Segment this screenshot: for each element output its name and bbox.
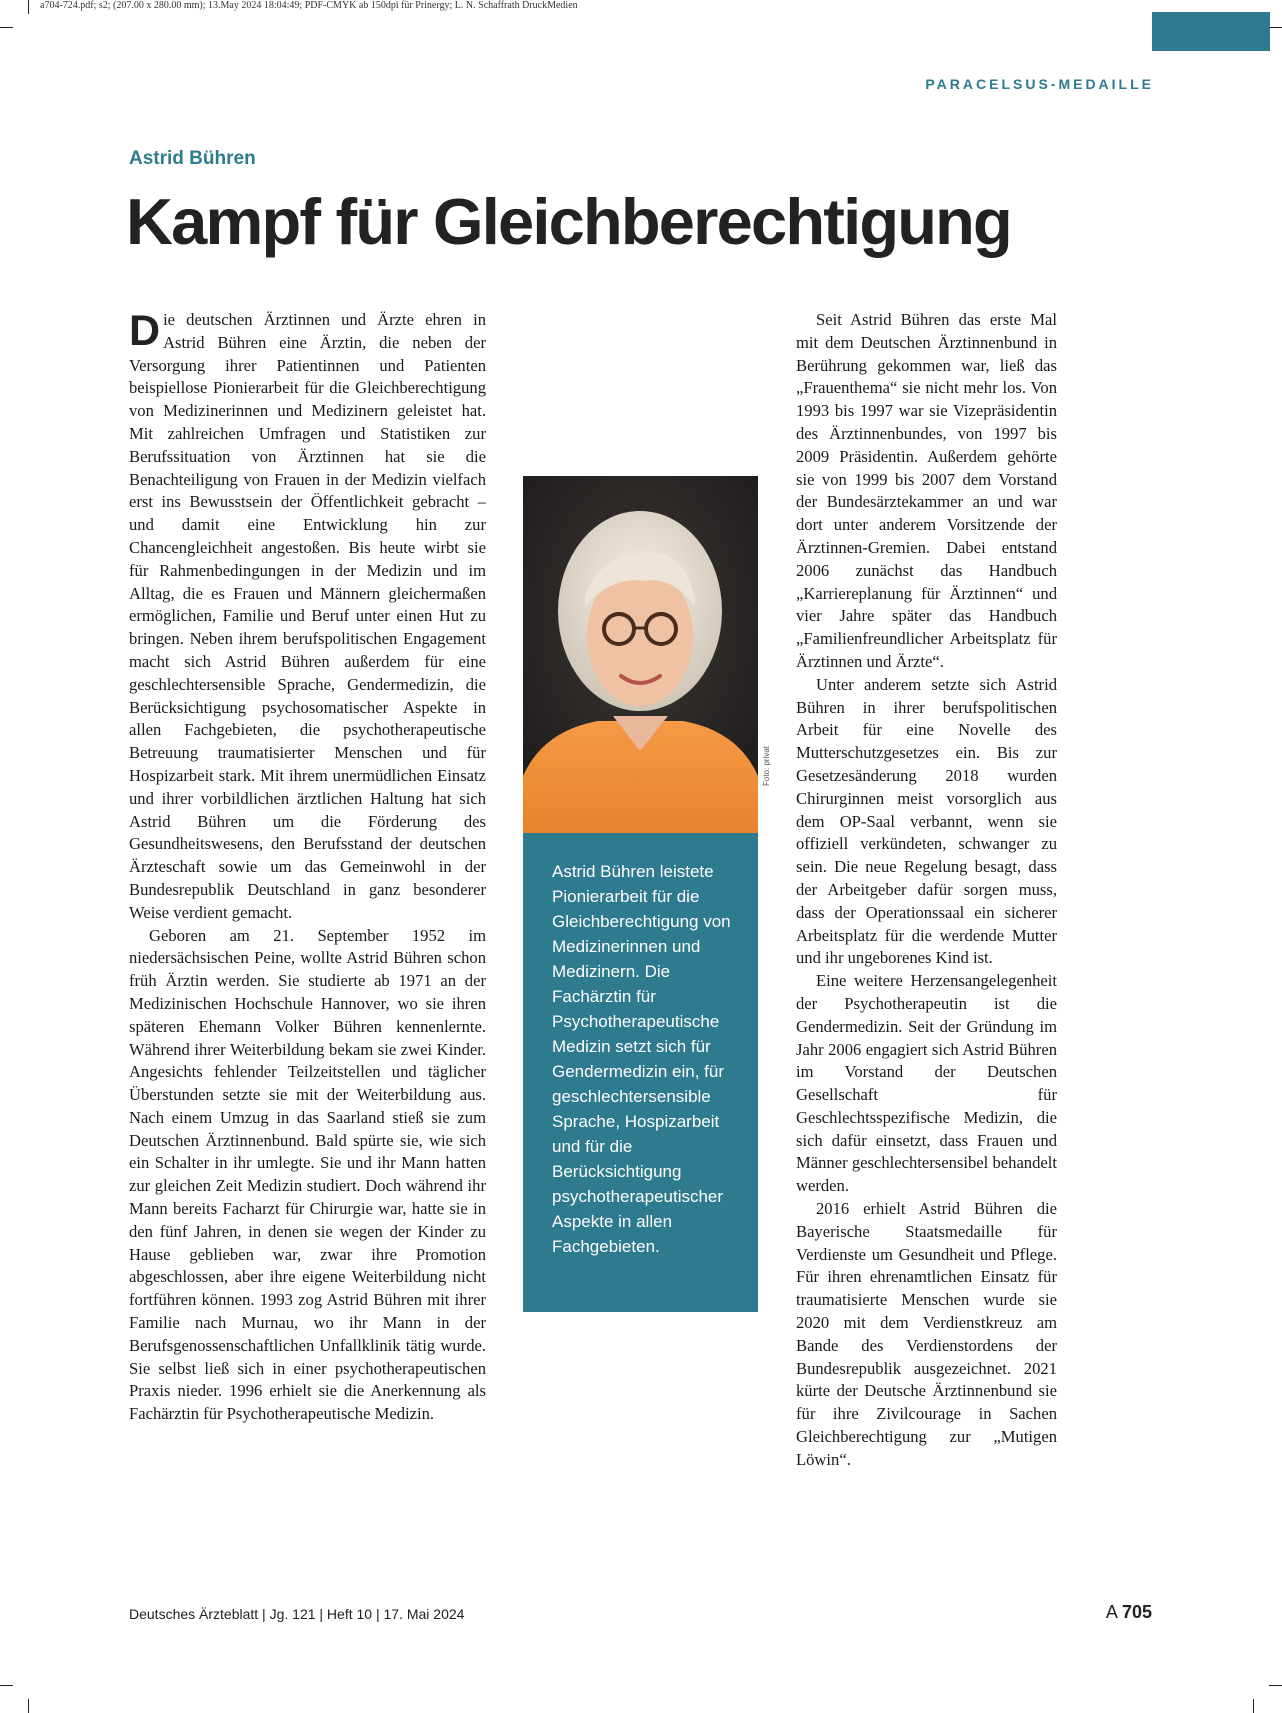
- author-name: Astrid Bühren: [129, 148, 256, 169]
- page-prefix: A: [1105, 1602, 1117, 1622]
- headline: Kampf für Gleichberechtigung: [126, 185, 1011, 258]
- paragraph: Geboren am 21. September 1952 im niedersächsischen Peine, wollte Astrid Bühren schon früh Ärztin werden. Sie studierte ab 1971 an der Medizinischen Hochschule Hannover, wo sie ihren späteren Ehemann Volker Bühren kennenlernte. Während ihrer Weiterbildung bekam sie zwei Kinder. Angesichts fehlender Teilzeitstellen und täglicher Überstunden setzte sie mit der Weiterbildung aus. Nach einem Umzug in das Saarland stieß sie zum Deutschen Ärztinnenbund. Bald spürte sie, wie sich ein Schalter in ihr umlegte. Sie und ihr Mann hatten zur gleichen Zeit Medizin studiert. Doch während ihr Mann bereits Facharzt für Chirurgie war, hatte sie in den fünf Jahren, in denen sie wegen der Kinder zu Hause geblieben war, zwar ihre Promotion abgeschlossen, aber ihre eigene Weiterbildung nicht fortführen können. 1993 zog Astrid Bühren mit ihrer Familie nach Murnau, wo ihr Mann in der Berufsgenossenschaftlichen Unfallklinik tätig wurde. Sie selbst ließ sich in einer psychotherapeutischen Praxis nieder. 1996 erhielt sie die Anerkennung als Fachärztin für Psychotherapeutische Medizin.: [129, 925, 486, 1424]
- publication-info: Deutsches Ärzteblatt | Jg. 121 | Heft 10 | 17. Mai 2024: [129, 1606, 465, 1622]
- crop-mark-top-left-h: [0, 27, 13, 28]
- portrait-photo: [523, 476, 758, 833]
- page-number-value: 705: [1121, 1602, 1152, 1622]
- crop-mark-bottom-left-v: [28, 1699, 29, 1713]
- photo-caption: Astrid Bühren leistete Pionierarbeit für die Gleichberechtigung von Medizinerinnen und Medizinern. Die Fachärztin für Psychotherapeutische Medizin setzt sich für Gendermedizin ein, für geschlechtersensible Sprache, Hospizarbeit und für die Berücksichtigung psychotherapeutischer Aspekte in allen Fachgebieten.: [552, 862, 731, 1256]
- portrait-illustration: [523, 476, 758, 833]
- page-number: [1106, 1602, 1152, 1623]
- paragraph: 2016 erhielt Astrid Bühren die Bayerische Staatsmedaille für Verdienste um Gesundheit und Pflege. Für ihren ehrenamtlichen Einsatz für traumatisierte Menschen wurde sie 2020 mit dem Verdienstkreuz am Bande des Verdienstordens der Bundesrepublik ausgezeichnet. 2021 kürte der Deutsche Ärztinnenbund sie für ihre Zivilcourage in Sachen Gleichberechtigung zur „Mutigen Löwin“.: [796, 1199, 1057, 1469]
- paragraph: [129, 309, 486, 925]
- crop-mark-bottom-right-h: [1269, 1685, 1282, 1686]
- section-color-block: [1152, 12, 1270, 51]
- photo-credit: Foto: privat: [762, 745, 771, 786]
- photo-caption-box: [523, 833, 758, 1312]
- drop-cap: D: [129, 307, 161, 355]
- paragraph: Seit Astrid Bühren das erste Mal mit dem Deutschen Ärztinnenbund in Berührung gekommen war, ließ das „Frauenthema“ sie nicht mehr los. Von 1993 bis 1997 war sie Vizepräsidentin des Ärztinnenbundes, von 1997 bis 2009 Präsidentin. Außerdem gehörte sie von 1999 bis 2007 dem Vorstand der Bundesärztekammer an und war dort unter anderem Vorsitzende der Ärztinnen-Gremien. Dabei entstand 2006 zunächst das Handbuch „Karriereplanung für Ärztinnen“ und vier Jahre später das Handbuch „Familienfreundlicher Arbeitsplatz für Ärztinnen und Ärzte“.: [796, 310, 1057, 671]
- article-column-left: [129, 309, 486, 1426]
- paragraph: Unter anderem setzte sich Astrid Bühren in ihrer berufspolitischen Arbeit für eine Novelle des Mutterschutzgesetzes ein. Bis zur Gesetzesänderung 2018 wurden Chirurginnen meist vorsorglich aus dem OP-Saal verbannt, wenn sie offiziell verkündeten, schwanger zu sein. Die neue Regelung besagt, dass der Arbeitgeber dafür sorgen muss, dass der Operationssaal ein sicherer Arbeitsplatz für die werdende Mutter und ihr ungeborenes Kind ist.: [796, 674, 1057, 968]
- crop-mark-top-left-v: [28, 0, 29, 14]
- paragraph: Eine weitere Herzensangelegenheit der Psychotherapeutin ist die Gendermedizin. Seit der Gründung im Jahr 2006 engagiert sich Astrid Bühren im Vorstand der Deutschen Gesellschaft für Geschlechtsspezifische Medizin, die sich dafür einsetzt, dass Frauen und Männer geschlechtersensibel behandelt werden.: [796, 971, 1057, 1196]
- crop-mark-bottom-right-v: [1253, 1699, 1254, 1713]
- section-label: PARACELSUS-MEDAILLE: [925, 76, 1154, 92]
- paragraph-text: ie deutschen Ärztinnen und Ärzte ehren in Astrid Bühren eine Ärztin, die neben der Versorgung ihrer Patientinnen und Patienten beispiellose Pionierarbeit für die Gleichberechtigung von Medizinerinnen und Medizinern geleistet hat. Mit zahlreichen Umfragen und Statistiken zur Berufssituation von Ärztinnen hat sie die Benachteiligung von Frauen in der Medizin vielfach erst ins Bewusstsein der Öffentlichkeit gebracht – und damit eine Entwicklung hin zur Chancengleichheit angestoßen. Bis heute wirbt sie für Rahmenbedingungen in der Medizin und im Alltag, die es Frauen und Männern gleichermaßen ermöglichen, Familie und Beruf unter einen Hut zu bringen. Neben ihrem berufspolitischen Engagement macht sich Astrid Bühren außerdem für eine geschlechtersensible Sprache, Gendermedizin, die Berücksichtigung psychosomatischer Aspekte in allen Fachgebieten, die psychotherapeutische Betreuung traumatisierter Menschen und für Hospizarbeit stark. Mit ihrem unermüdlichen Einsatz und ihrer vorbildlichen ärztlichen Haltung hat sich Astrid Bühren um die Förderung des Gesundheitswesens, den Berufsstand der deutschen Ärzteschaft sowie um das Gemeinwohl in der Bundesrepublik Deutschland in ganz besonderer Weise verdient gemacht.: [129, 310, 486, 922]
- article-column-right: [796, 309, 1057, 1472]
- print-slug: a704-724.pdf; s2; (207.00 x 280.00 mm); 13.May 2024 18:04:49; PDF-CMYK ab 150dpi für Prinergy; L. N. Schaffrath DruckMedien: [40, 0, 578, 11]
- crop-mark-top-right-h: [1269, 27, 1282, 28]
- crop-mark-bottom-left-h: [0, 1685, 13, 1686]
